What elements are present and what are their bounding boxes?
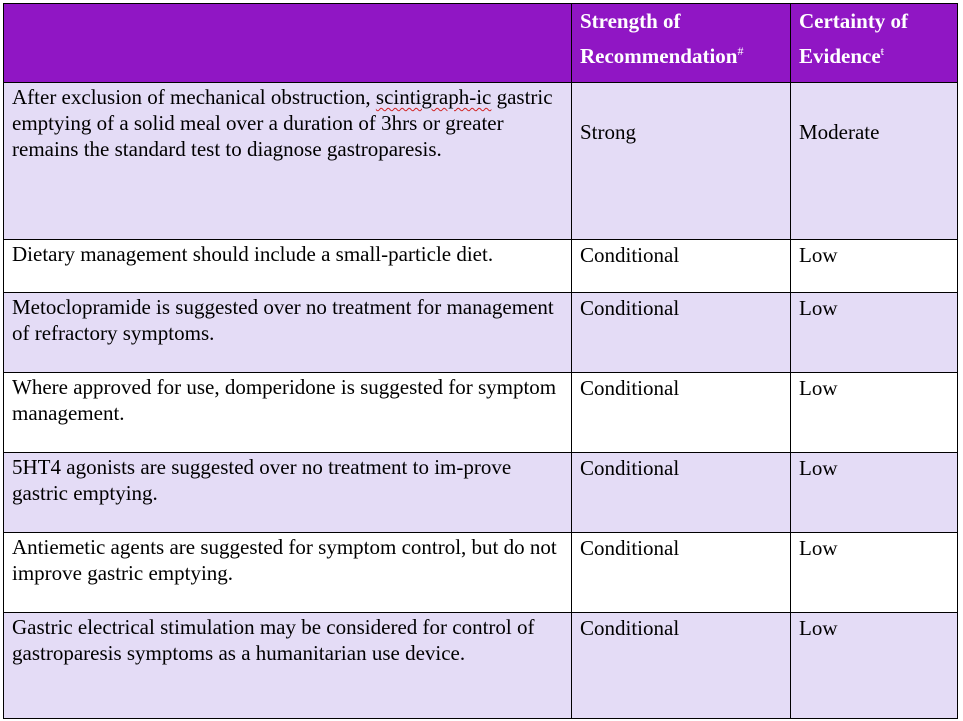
recommendation-cell: Dietary management should include a small-particle diet. (4, 240, 572, 293)
recommendation-cell: 5HT4 agonists are suggested over no treatment to im-prove gastric emptying. (4, 453, 572, 533)
table-row (4, 293, 958, 373)
header-strength-of-recommendation (572, 4, 791, 83)
table-row (4, 453, 958, 533)
certainty-cell: Low (791, 533, 958, 613)
recommendation-cell: Metoclopramide is suggested over no treatment for management of refractory symptoms. (4, 293, 572, 373)
certainty-cell: Low (791, 293, 958, 373)
header-certainty-line2: Evidence (799, 44, 881, 68)
recommendation-cell: Where approved for use, domperidone is suggested for symptom management. (4, 373, 572, 453)
strength-cell: Strong (572, 83, 791, 240)
table-row (4, 83, 958, 240)
certainty-cell: Low (791, 613, 958, 719)
strength-cell: Conditional (572, 453, 791, 533)
recommendation-text: gastric emptying of a solid meal over a duration of 3hrs or greater remains the standard test to diagnose gastroparesis. (12, 85, 553, 161)
header-certainty-of-evidence (791, 4, 958, 83)
header-strength-line2: Recommendation (580, 44, 738, 68)
recommendation-cell: Gastric electrical stimulation may be considered for control of gastroparesis symptoms as a humanitarian use device. (4, 613, 572, 719)
strength-cell: Conditional (572, 373, 791, 453)
spellcheck-flagged-word: scintigraph-ic (375, 85, 492, 109)
table-header-row (4, 4, 958, 83)
header-recommendation (4, 4, 572, 83)
header-certainty-line1: Certainty of (799, 9, 909, 33)
header-certainty-footnote-mark: ŧ (880, 44, 885, 58)
strength-cell: Conditional (572, 240, 791, 293)
recommendation-cell (4, 83, 572, 240)
recommendations-table (3, 3, 958, 719)
table-row (4, 613, 958, 719)
strength-cell: Conditional (572, 533, 791, 613)
header-strength-line1: Strength of (580, 9, 681, 33)
strength-cell: Conditional (572, 613, 791, 719)
header-strength-footnote-mark: # (737, 44, 744, 58)
table-row (4, 533, 958, 613)
strength-cell: Conditional (572, 293, 791, 373)
certainty-cell: Low (791, 240, 958, 293)
certainty-cell: Low (791, 373, 958, 453)
recommendation-text: After exclusion of mechanical obstruction, (12, 85, 376, 109)
certainty-cell: Low (791, 453, 958, 533)
table-row (4, 240, 958, 293)
recommendation-cell: Antiemetic agents are suggested for symptom control, but do not improve gastric emptying. (4, 533, 572, 613)
certainty-cell: Moderate (791, 83, 958, 240)
recommendations-table-container (3, 3, 957, 717)
table-row (4, 373, 958, 453)
